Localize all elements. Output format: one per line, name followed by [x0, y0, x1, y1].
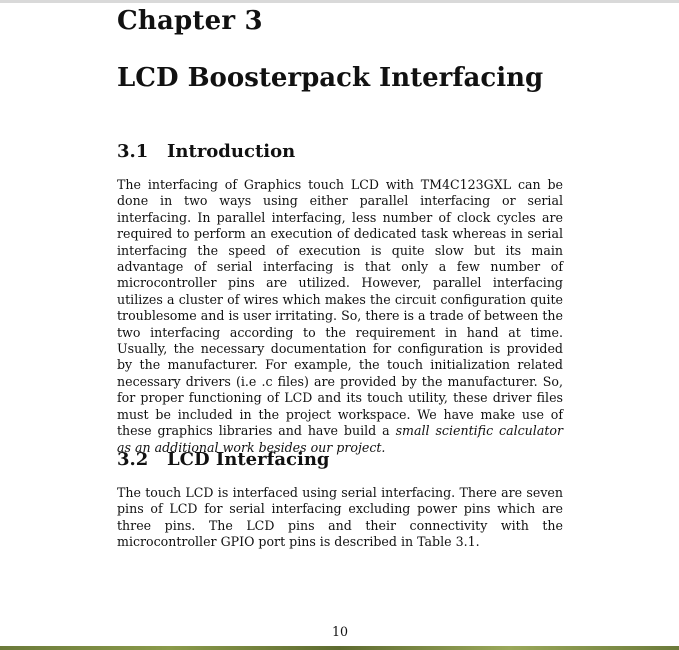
chapter-label: Chapter 3 — [117, 6, 263, 36]
introduction-italic-text: small scientific calculator as an additional work besides our project. — [117, 423, 563, 455]
section-number: 3.1 — [117, 141, 149, 162]
section-title: LCD Interfacing — [167, 449, 330, 470]
chapter-title: LCD Boosterpack Interfacing — [117, 63, 544, 93]
lcd-interfacing-paragraph — [117, 485, 563, 551]
section-heading-introduction — [117, 141, 295, 162]
section-heading-lcd-interfacing — [117, 449, 330, 470]
page-number: 10 — [331, 624, 349, 639]
page-top-edge — [0, 0, 679, 3]
lcd-interfacing-text: The touch LCD is interfaced using serial interfacing. There are seven pins of LCD for serial interfacing excluding power pins which are three pins. The LCD pins and their connectivity with the microcontroller GPIO port pins is described in Table 3.1. — [117, 485, 563, 550]
introduction-paragraph — [117, 177, 563, 456]
section-title: Introduction — [167, 141, 296, 162]
section-number: 3.2 — [117, 449, 149, 470]
background-strip — [0, 646, 679, 650]
introduction-text: The interfacing of Graphics touch LCD with TM4C123GXL can be done in two ways using either parallel interfacing or serial interfacing. In parallel interfacing, less number of clock cycles are required to perform an execution of dedicated task whereas in serial interfacing the speed of execution is quite slow but its main advantage of serial interfacing is that only a few number of microcontroller pins are utilized. However, parallel interfacing utilizes a cluster of wires which makes the circuit configuration quite troublesome and is user irritating. So, there is a trade of between the two interfacing according to the requirement in hand at time. Usually, the necessary documentation for configuration is provided by the manufacturer. For example, the touch initialization related necessary drivers (i.e .c files) are provided by the manufacturer. So, for proper functioning of LCD and its touch utility, these driver files must be included in the project workspace. We have make use of these graphics libraries and have build a — [117, 177, 563, 439]
